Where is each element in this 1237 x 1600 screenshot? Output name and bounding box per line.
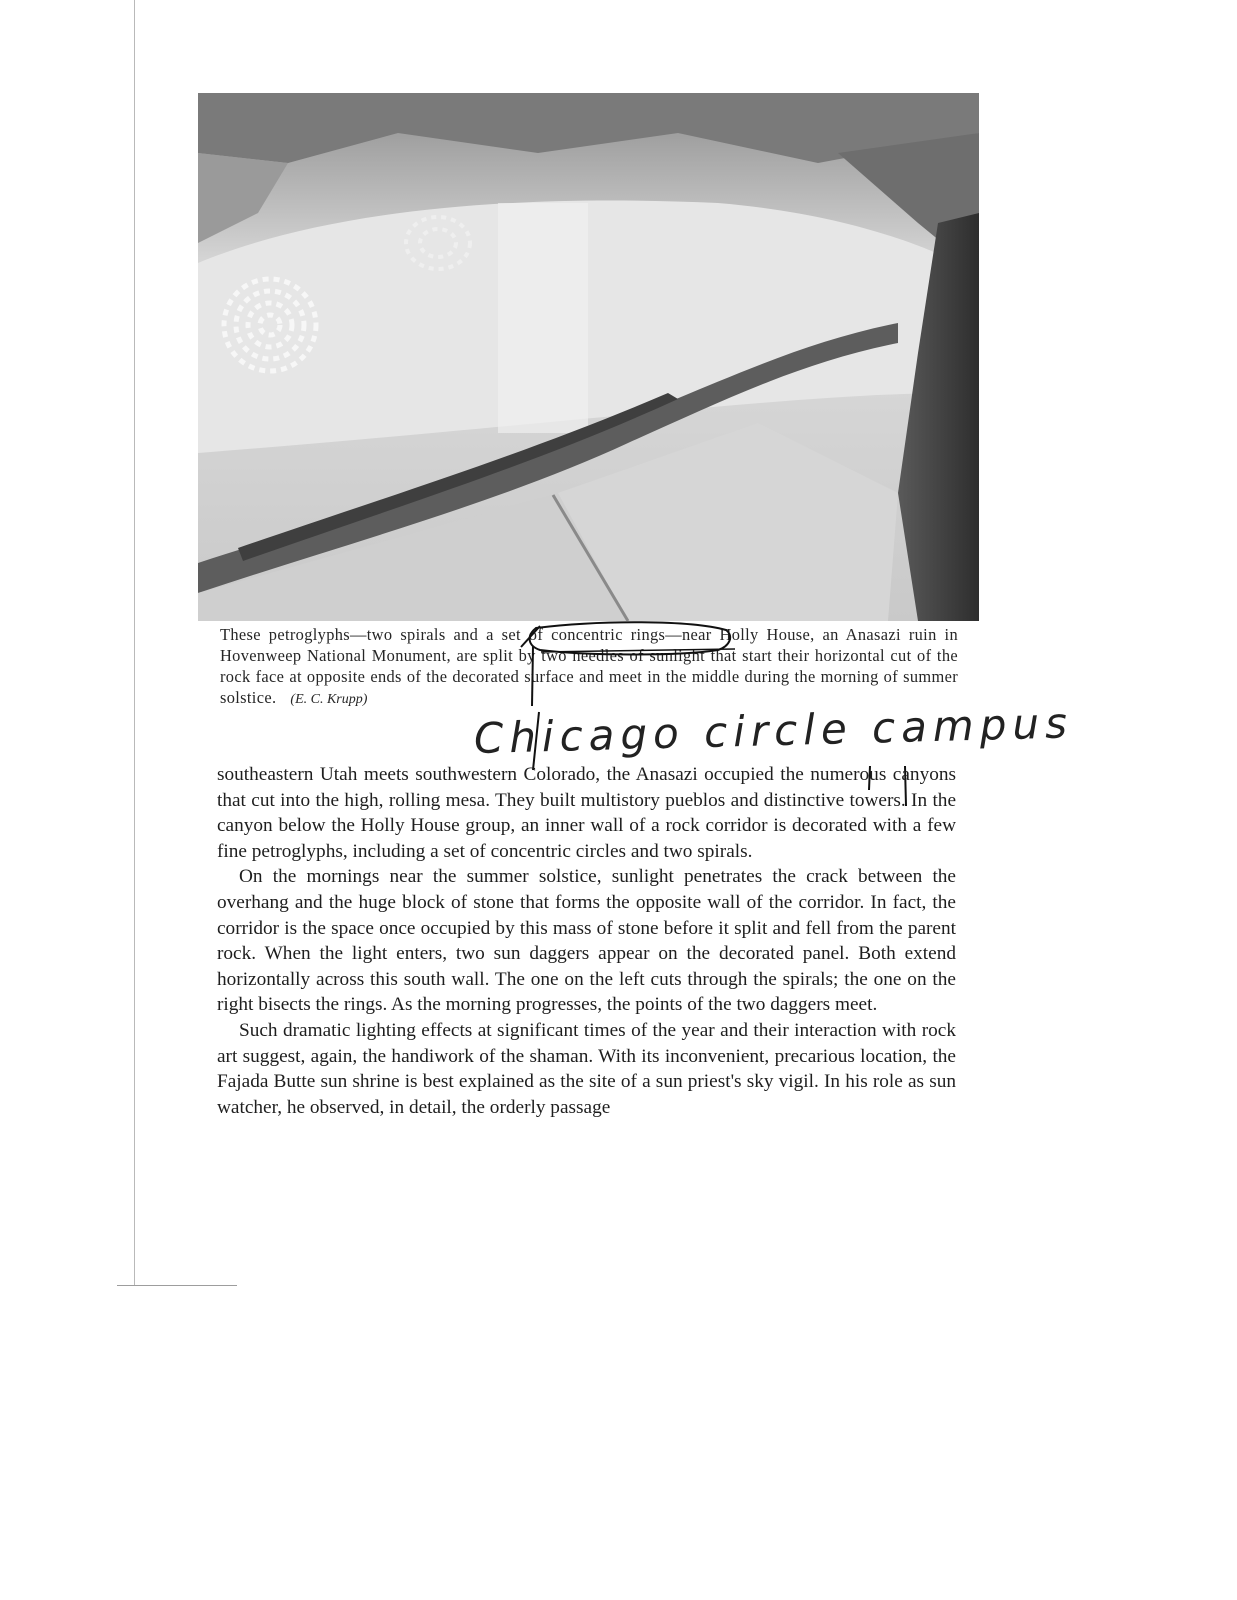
body-text: [217, 762, 956, 1120]
paragraph: Such dramatic lighting effects at significant times of the year and their interaction with rock art suggest, again, the handiwork of the shaman. With its inconvenient, precarious location, the Fajada Butte sun shrine is best explained as the site of a sun priest's sky vigil. In his role as sun watcher, he observed, in detail, the orderly passage: [217, 1019, 956, 1118]
handwritten-note: Chicago circle campus: [473, 698, 1074, 763]
scan-edge-horizontal: [117, 1285, 237, 1286]
scan-edge-vertical: [134, 0, 135, 1285]
caption-credit: (E. C. Krupp): [290, 692, 368, 707]
caption-text: These petroglyphs—two spirals and a set of concentric rings—near Holly House, an Anasazi ruin in Hovenweep National Monument, are split by two needles of sunlight that start their horizontal cut of the rock face at opposite ends of the decorated surface and meet in the middle during the morning of summer solstice.: [220, 625, 958, 707]
paragraph: On the mornings near the summer solstice, sunlight penetrates the crack between the overhang and the huge block of stone that forms the opposite wall of the corridor. In fact, the corridor is the space once occupied by this mass of stone before it split and fell from the parent rock. When the light enters, two sun daggers appear on the decorated panel. Both extend horizontally across this south wall. The one on the left cuts through the spirals; the one on the right bisects the rings. As the morning progresses, the points of the two daggers meet.: [217, 866, 956, 1016]
figure-caption: [220, 624, 958, 710]
paragraph: southeastern Utah meets southwestern Colorado, the Anasazi occupied the numerous canyons that cut into the high, rolling mesa. They built multistory pueblos and distinctive towers. In the canyon below the Holly House group, an inner wall of a rock corridor is decorated with a few fine petroglyphs, including a set of concentric circles and two spirals.: [217, 764, 956, 862]
petroglyph-photo: [198, 93, 979, 621]
rock-petroglyph-photo-icon: [198, 93, 979, 621]
